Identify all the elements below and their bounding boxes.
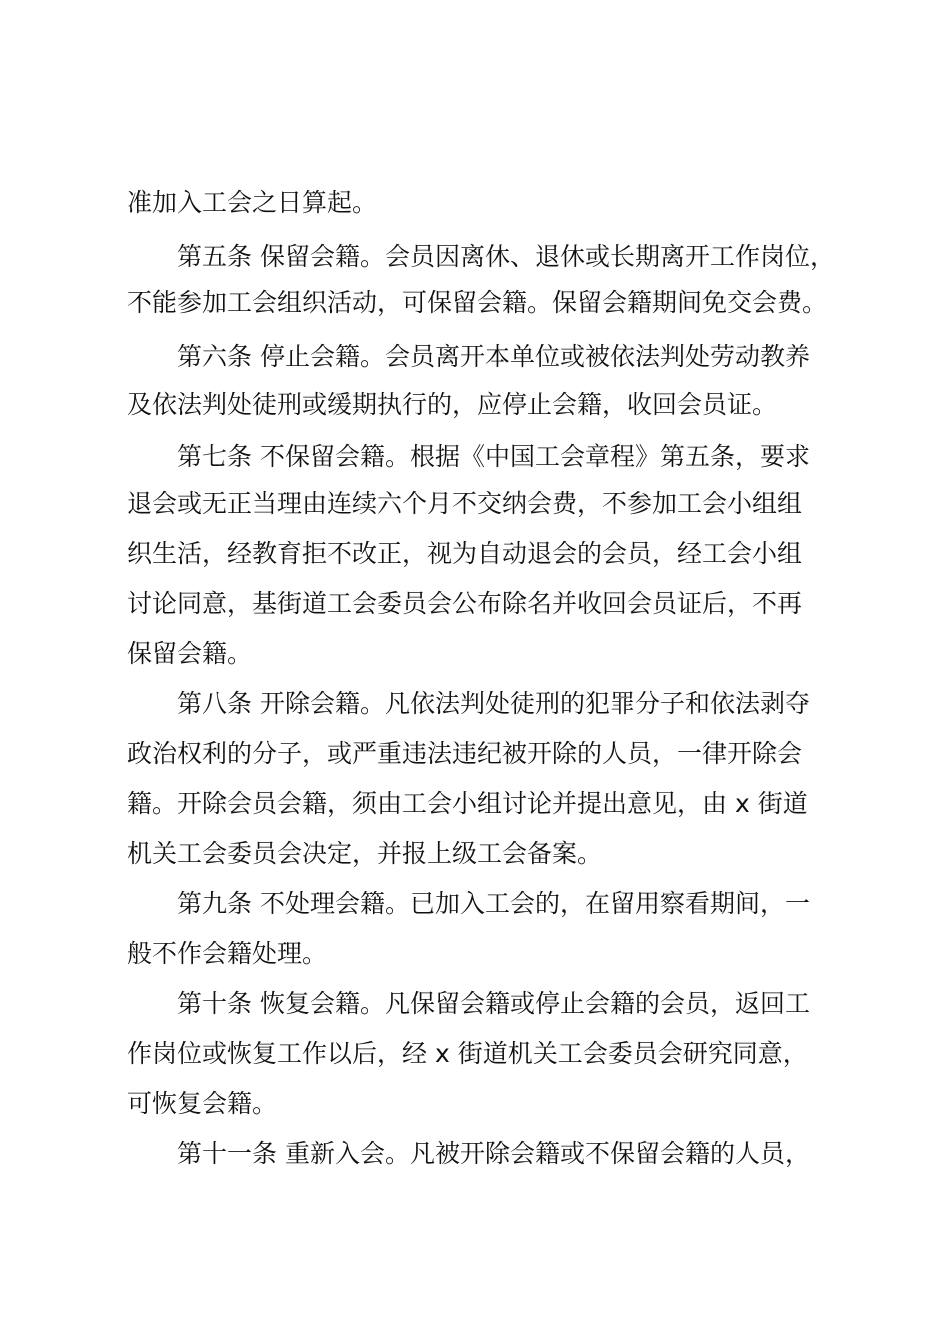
text-line: 退会或无正当理由连续六个月不交纳会费，不参加工会小组组 — [127, 489, 803, 518]
text-line: 保留会籍。 — [127, 639, 253, 668]
text-line: 及依法判处徒刑或缓期执行的，应停止会籍，收回会员证。 — [127, 390, 778, 419]
article-9-heading-line: 第九条 不处理会籍。已加入工会的，在留用察看期间，一 — [177, 889, 810, 918]
article-5-heading-line: 第五条 保留会籍。会员因离休、退休或长期离开工作岗位， — [177, 242, 835, 271]
article-7-heading-line: 第七条 不保留会籍。根据《中国工会章程》第五条，要求 — [177, 442, 810, 471]
text-line: 可恢复会籍。 — [127, 1089, 278, 1118]
text-line: 织生活，经教育拒不改正，视为自动退会的会员，经工会小组 — [127, 539, 803, 568]
text-line: 准加入工会之日算起。 — [127, 188, 378, 217]
text-line: 般不作会籍处理。 — [127, 939, 328, 968]
text-line: 不能参加工会组织活动，可保留会籍。保留会籍期间免交会费。 — [127, 288, 828, 317]
text-line: 籍。开除会员会籍，须由工会小组讨论并提出意见，由 x 街道 — [127, 789, 808, 818]
article-8-heading-line: 第八条 开除会籍。凡依法判处徒刑的犯罪分子和依法剥夺 — [177, 689, 810, 718]
text-line: 作岗位或恢复工作以后，经 x 街道机关工会委员会研究同意， — [127, 1039, 808, 1068]
article-6-heading-line: 第六条 停止会籍。会员离开本单位或被依法判处劳动教养 — [177, 342, 810, 371]
text-line: 机关工会委员会决定，并报上级工会备案。 — [127, 839, 603, 868]
article-10-heading-line: 第十条 恢复会籍。凡保留会籍或停止会籍的会员，返回工 — [177, 989, 810, 1018]
text-line: 讨论同意，基街道工会委员会公布除名并收回会员证后，不再 — [127, 589, 803, 618]
text-line: 政治权利的分子，或严重违法违纪被开除的人员，一律开除会 — [127, 739, 803, 768]
article-11-heading-line: 第十一条 重新入会。凡被开除会籍或不保留会籍的人员， — [177, 1139, 810, 1168]
